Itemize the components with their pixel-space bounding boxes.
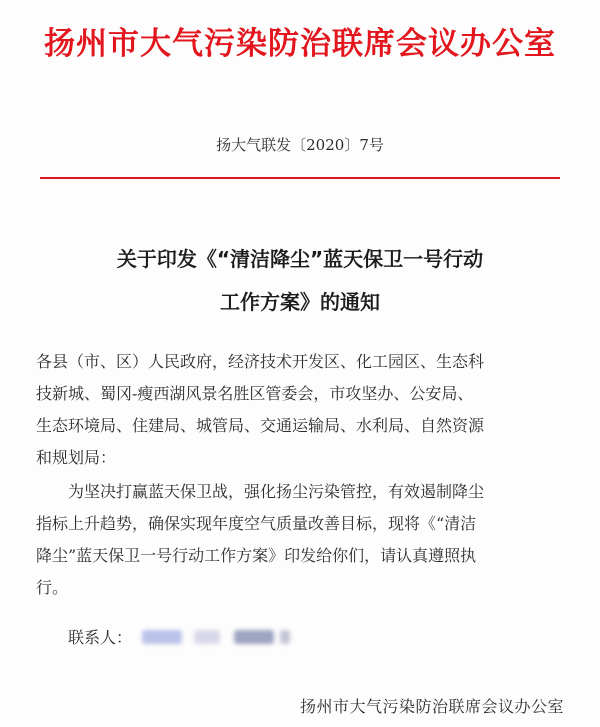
recipients-line: 各县（市、区）人民政府，经济技术开发区、化工园区、生态科 xyxy=(36,352,485,371)
issuing-org-header: 扬州市大气污染防治联席会议办公室 xyxy=(44,26,556,62)
redacted-name-blur xyxy=(142,630,182,644)
recipients-line: 和规划局： xyxy=(36,448,117,467)
redacted-phone-blur xyxy=(194,630,220,644)
body-line: 行。 xyxy=(36,578,69,597)
redacted-phone-blur xyxy=(234,630,274,644)
red-divider-line xyxy=(40,177,560,179)
notice-title-line-1: 关于印发《“清洁降尘”蓝天保卫一号行动 xyxy=(116,247,484,271)
contact-label: 联系人： xyxy=(68,628,133,647)
footer-signature-org: 扬州市大气污染防治联席会议办公室 xyxy=(299,697,564,716)
body-paragraph xyxy=(36,476,572,604)
body-line: 为坚决打赢蓝天保卫战，强化扬尘污染管控，有效遏制降尘 xyxy=(68,482,485,501)
contact-row xyxy=(68,625,290,648)
recipients-line: 技新城、蜀冈-瘦西湖风景名胜区管委会，市攻坚办、公安局、 xyxy=(36,384,474,403)
body-line: 降尘”蓝天保卫一号行动工作方案》印发给你们，请认真遵照执 xyxy=(36,546,477,565)
notice-title-line-2: 工作方案》的通知 xyxy=(220,290,380,314)
body-line: 指标上升趋势，确保实现年度空气质量改善目标，现将《“清洁 xyxy=(36,514,477,533)
recipients-block xyxy=(36,346,572,474)
recipients-line: 生态环境局、住建局、城管局、交通运输局、水利局、自然资源 xyxy=(36,416,485,435)
document-number: 扬大气联发〔2020〕7号 xyxy=(216,136,384,154)
redacted-phone-blur xyxy=(280,630,290,644)
